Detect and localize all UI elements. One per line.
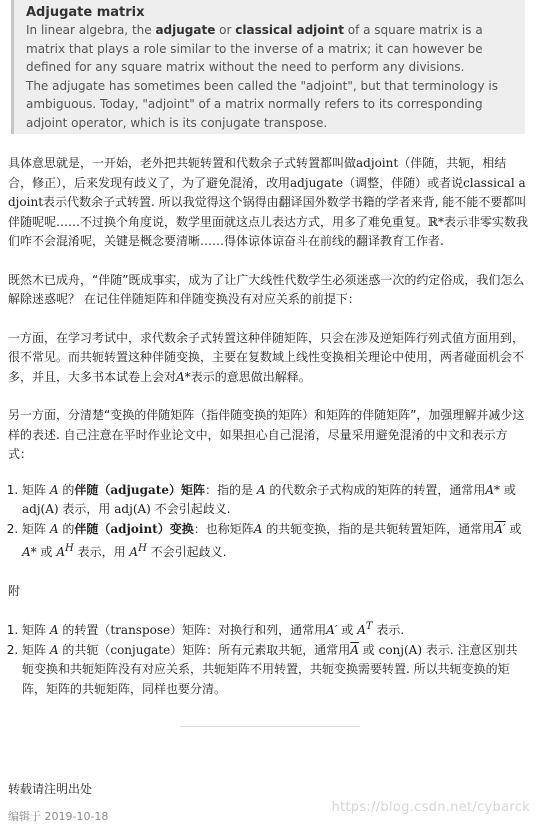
quote-paragraph-2: The adjugate has sometimes been called the "adjoint", but that terminology is ambiguous. Today, "adjoint" of a matrix normally refers to its corresponding adjoint operator, which is its conjugate transpose. xyxy=(26,78,498,130)
paragraph-4: 另一方面，分清楚“变换的伴随矩阵（指伴随变换的矩阵）和矩阵的伴随矩阵”，加强理解并减少这样的表述. 自己注意在平时作业论文中，如果担心自己混淆，尽量采用避免混淆的中文和表示方式： xyxy=(8,408,525,461)
term-adjugate: adjugate xyxy=(155,23,216,37)
article-body xyxy=(8,154,528,699)
watermark: https://blog.csdn.net/cybarck xyxy=(331,800,530,815)
appendix-list xyxy=(8,617,528,699)
list-item-transpose: 1. 矩阵 A 的转置（transpose）矩阵：对换行和列，通常用A′ 或 $A^T$ 表示. xyxy=(22,617,528,641)
appendix-label: 附 xyxy=(8,583,21,598)
divider xyxy=(180,726,360,727)
edit-date: 编辑于 2019-10-18 xyxy=(8,810,109,823)
paragraph-3: 一方面，在学习考试中，求代数余子式转置这种伴随矩阵，只会在涉及逆矩阵行列式值方面用到，很不常见。而共轭转置这种伴随变换，主要在复数域上线性变换相关理论中使用，两者碰面机会不多，并且，大多书本试卷上会对A*表示的意思做出解释。 xyxy=(8,330,525,384)
blockquote xyxy=(11,0,525,134)
quote-title: Adjugate matrix xyxy=(26,5,145,20)
definition-list xyxy=(8,481,528,563)
paragraph-1: 具体意思就是，一开始，老外把共轭转置和代数余子式转置都叫做adjoint（伴随，共轭，相结合，修正），后来发现有歧义了，为了避免混淆，改用adjugate（调整，伴随）或者说classical adjoint表示代数余子式转置. 所以我觉得这个锅得由翻译国外数学书籍的学者来背, 能不能不要都叫伴随呢呢……不过换个角度说，数学里面就这点儿表达方式，用多了难免重复。ℝ*表示非零实数我们咋不会混淆呢，关键是概念要清晰……得体谅体谅奋斗在前线的翻译教育工作者. xyxy=(8,156,529,248)
quote-paragraph-1: In linear algebra, the adjugate or classical adjoint of a square matrix is a matrix that plays a role similar to the inverse of a matrix; it can however be defined for any square matrix without the need to perform any divisions. xyxy=(26,23,483,74)
list-item-adjugate: 1. 矩阵 A 的伴随（adjugate）矩阵：指的是 A 的代数余子式构成的矩阵的转置，通常用A* 或 adj(A) 表示，用 adj(A) 不会引起歧义. xyxy=(22,481,528,520)
term-classical-adjoint: classical adjoint xyxy=(235,23,344,37)
list-item-adjoint: 2. 矩阵 A 的伴随（adjoint）变换：也称矩阵A 的共轭变换，指的是共轭转置矩阵，通常用A′ 或 A* 或 $A^H$ 表示，用 $A^H$ 不会引起歧义. xyxy=(22,520,528,563)
list-item-conjugate: 2. 矩阵 A 的共轭（conjugate）矩阵：所有元素取共轭，通常用$\overline{A}$ 或 conj(A) 表示. 注意区别共轭变换和共轭矩阵没有对应关系，共轭矩阵不用转置，共轭变换需要转置. 所以共轭变换的矩阵，矩阵的共轭矩阵，同样也要分清。 xyxy=(22,641,528,700)
reprint-notice: 转载请注明出处 xyxy=(8,782,93,796)
paragraph-2: 既然木已成舟，“伴随”既成事实，成为了让广大线性代数学生必须迷惑一次的约定俗成，我们怎么解除迷惑呢？ 在记住伴随矩阵和伴随变换没有对应关系的前提下： xyxy=(8,272,525,306)
